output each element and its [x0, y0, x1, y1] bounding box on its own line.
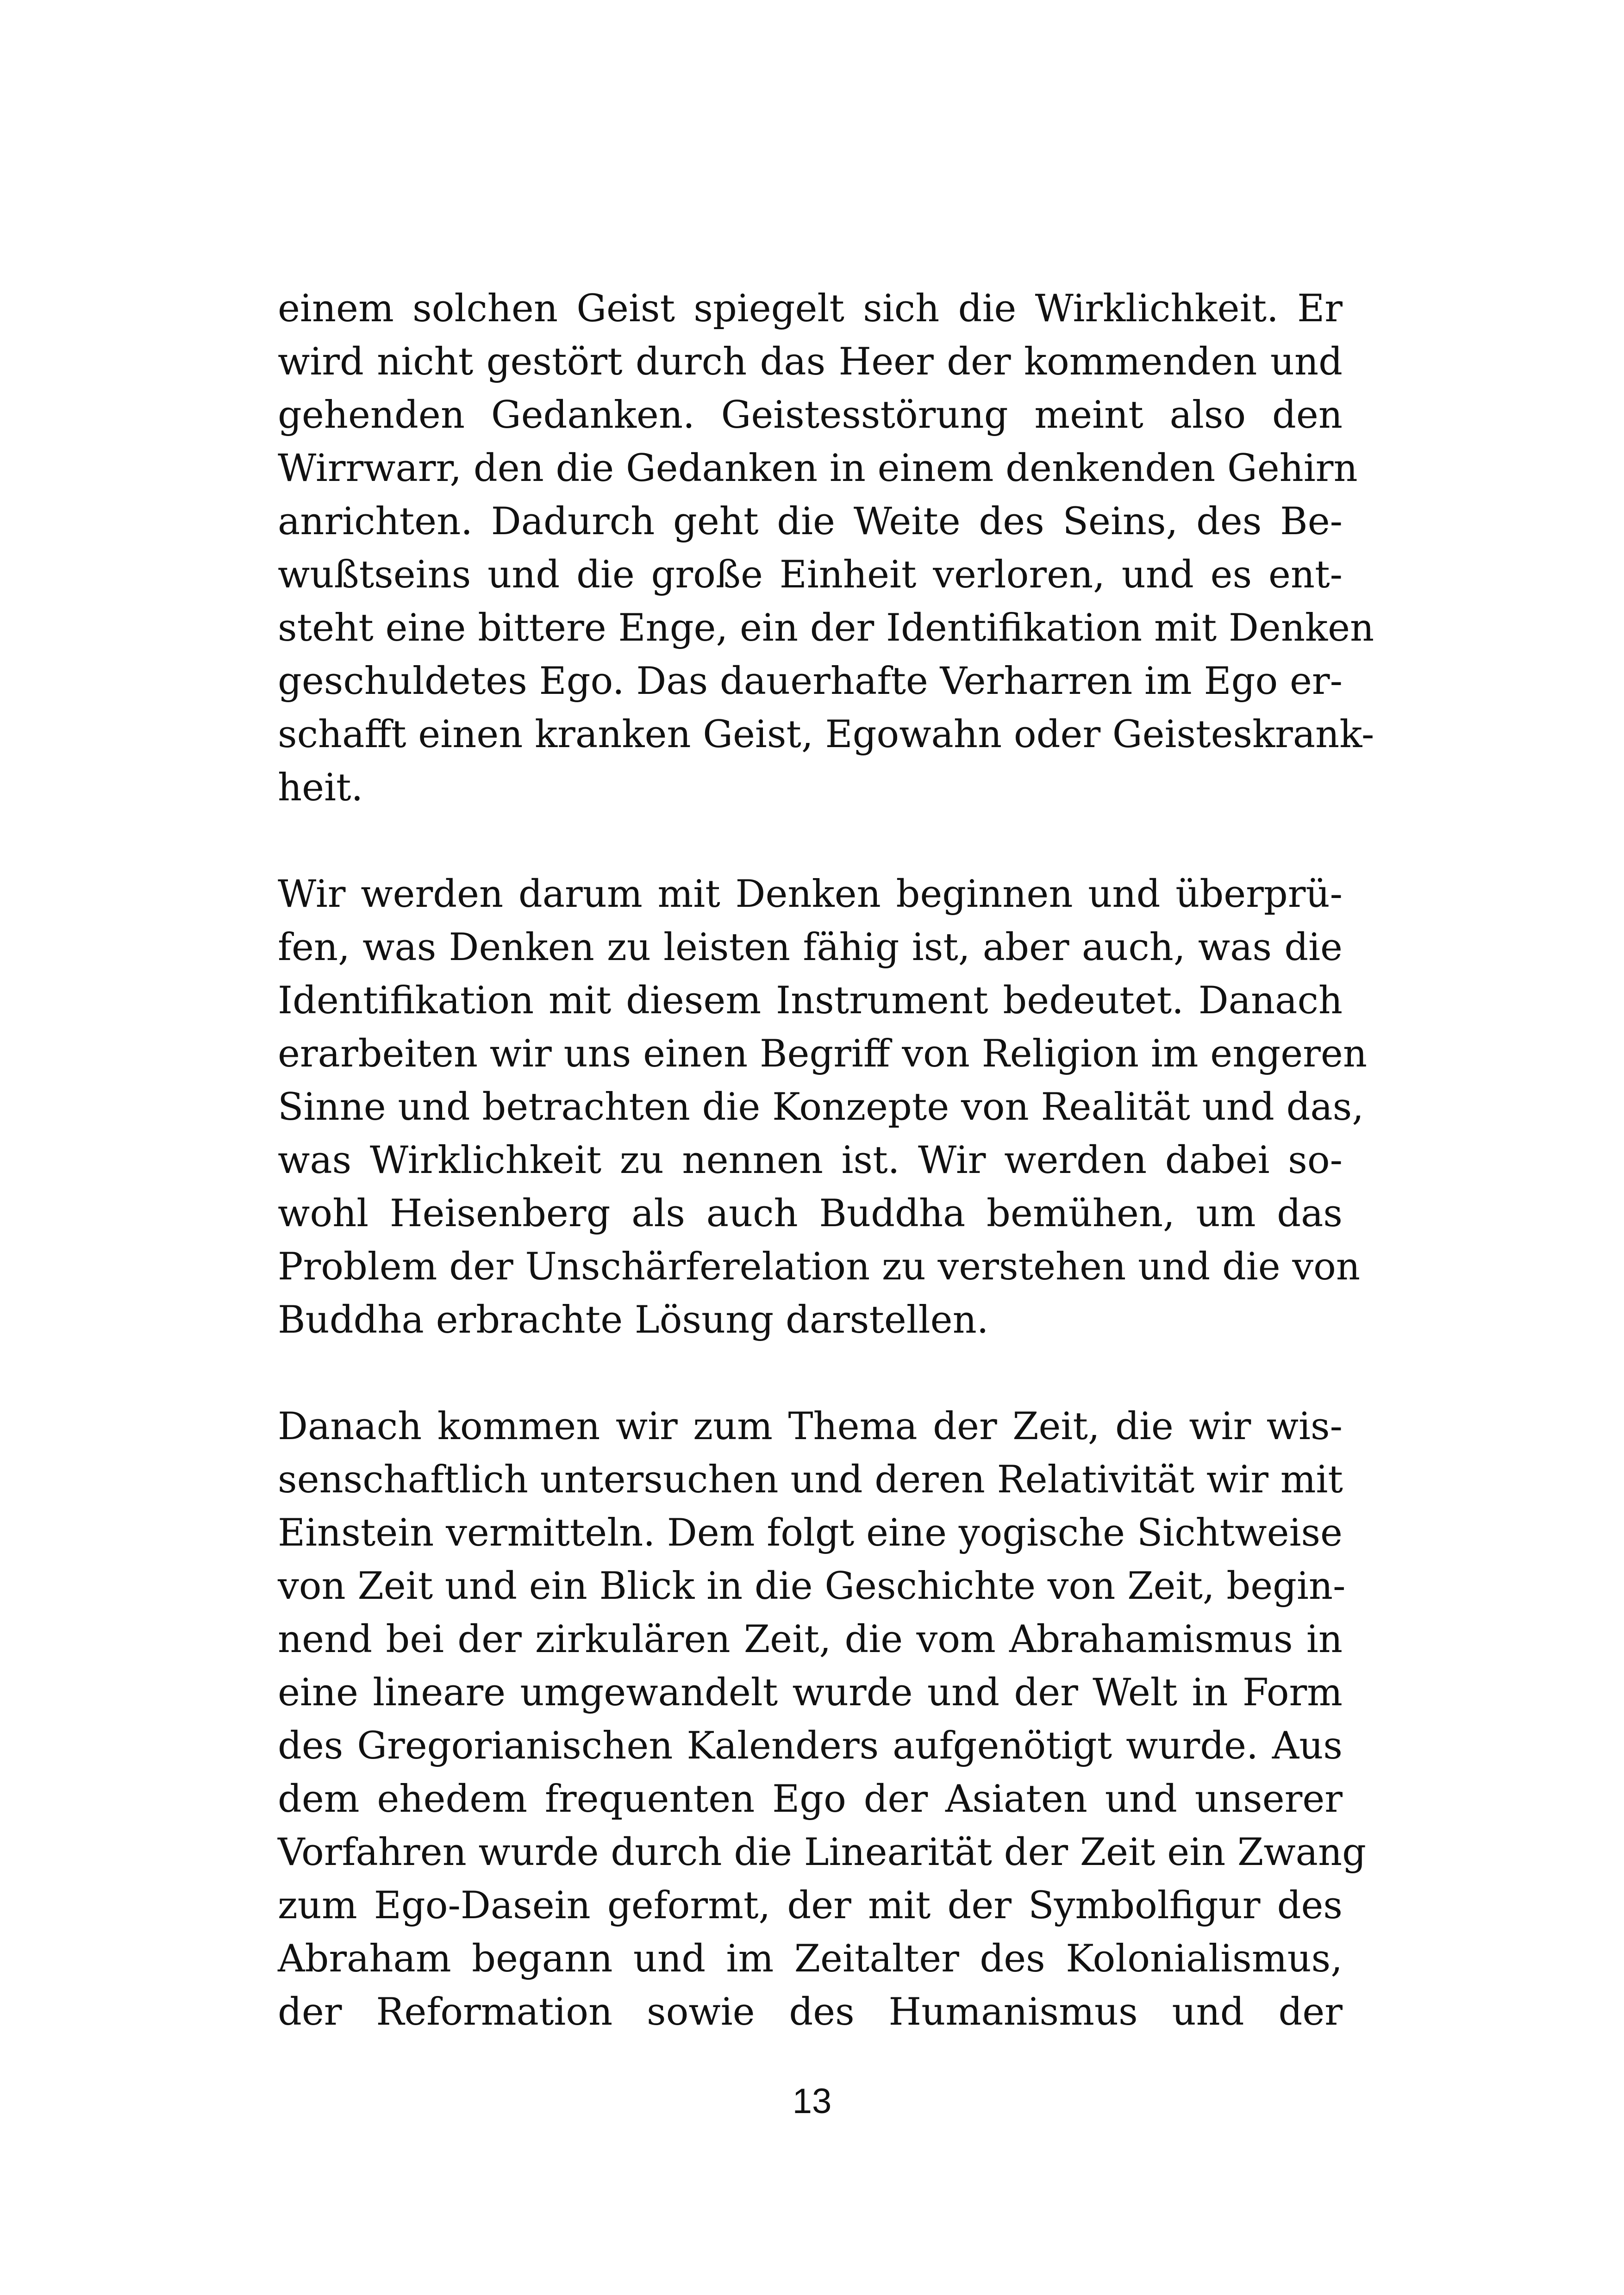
- paragraph-1: [278, 282, 1374, 815]
- text-line: erarbeiten wir uns einen Begriff von Religion im engeren: [278, 1032, 1367, 1076]
- text-line: nend bei der zirkulären Zeit, die vom Abrahamismus in: [278, 1618, 1343, 1661]
- text-line: fen, was Denken zu leisten fähig ist, aber auch, was die: [278, 926, 1343, 969]
- paragraph-3: [278, 1400, 1366, 2039]
- text-line: Sinne und betrachten die Konzepte von Realität und das,: [278, 1085, 1364, 1129]
- text-line: einem solchen Geist spiegelt sich die Wirklichkeit. Er: [278, 287, 1343, 331]
- paragraph-2: [278, 868, 1367, 1347]
- text-line: Problem der Unschärferelation zu verstehen und die von: [278, 1245, 1361, 1289]
- text-line: wußtseins und die große Einheit verloren, und es ent-: [278, 553, 1343, 597]
- text-line: der Reformation sowie des Humanismus und der: [278, 1990, 1343, 2034]
- text-line: anrichten. Dadurch geht die Weite des Seins, des Be-: [278, 500, 1343, 543]
- text-line: wird nicht gestört durch das Heer der kommenden und: [278, 340, 1343, 384]
- text-line: Abraham begann und im Zeitalter des Kolonialismus,: [278, 1937, 1343, 1981]
- text-line: wohl Heisenberg als auch Buddha bemühen, um das: [278, 1192, 1343, 1235]
- text-line: dem ehedem frequenten Ego der Asiaten und unserer: [278, 1777, 1343, 1821]
- text-line: schafft einen kranken Geist, Egowahn oder Geisteskrank-: [278, 713, 1374, 756]
- text-line: zum Ego-Dasein geformt, der mit der Symbolfigur des: [278, 1884, 1343, 1927]
- text-line: Wir werden darum mit Denken beginnen und überprü-: [278, 873, 1343, 916]
- text-line: geschuldetes Ego. Das dauerhafte Verharren im Ego er-: [278, 660, 1343, 703]
- text-line: Vorfahren wurde durch die Linearität der Zeit ein Zwang: [278, 1831, 1366, 1874]
- text-line: eine lineare umgewandelt wurde und der Welt in Form: [278, 1671, 1343, 1715]
- text-line: des Gregorianischen Kalenders aufgenötigt wurde. Aus: [278, 1724, 1343, 1768]
- text-line: von Zeit und ein Blick in die Geschichte von Zeit, begin-: [278, 1565, 1346, 1608]
- text-line: Danach kommen wir zum Thema der Zeit, die wir wis-: [278, 1405, 1343, 1448]
- page-number: 13: [792, 2082, 832, 2121]
- body-text: [278, 282, 1374, 2039]
- text-line: Buddha erbrachte Lösung darstellen.: [278, 1298, 989, 1342]
- text-line: Einstein vermitteln. Dem folgt eine yogische Sichtweise: [278, 1511, 1343, 1555]
- text-line: gehenden Gedanken. Geistesstörung meint also den: [278, 393, 1343, 437]
- text-line: steht eine bittere Enge, ein der Identifikation mit Denken: [278, 606, 1374, 650]
- text-line: heit.: [278, 766, 363, 810]
- text-line: was Wirklichkeit zu nennen ist. Wir werden dabei so-: [278, 1139, 1343, 1182]
- text-line: Identifikation mit diesem Instrument bedeutet. Danach: [278, 979, 1343, 1023]
- text-line: senschaftlich untersuchen und deren Relativität wir mit: [278, 1458, 1343, 1502]
- text-line: Wirrwarr, den die Gedanken in einem denkenden Gehirn: [278, 447, 1358, 490]
